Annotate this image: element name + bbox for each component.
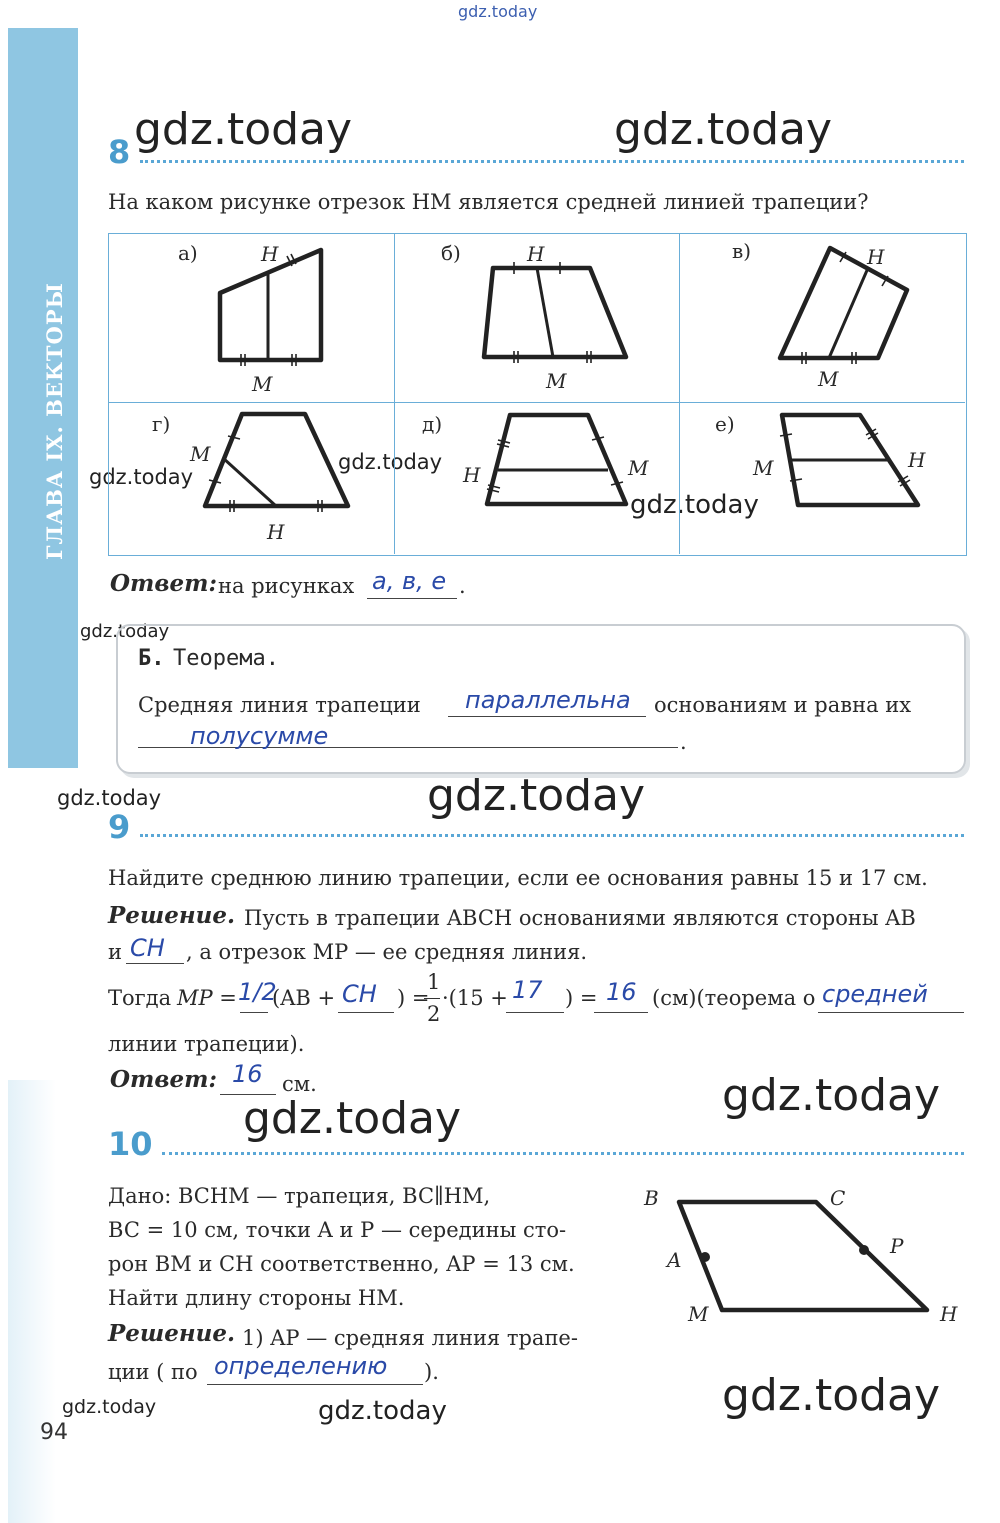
watermark: gdz.today [614, 104, 833, 155]
figure-label: е) [715, 412, 735, 436]
watermark: gdz.today [243, 1093, 462, 1144]
point-label: H [261, 242, 279, 266]
point-label: M [252, 372, 273, 396]
task-number: 10 [108, 1125, 153, 1163]
chapter-title: ГЛАВА IX. ВЕКТОРЫ [42, 282, 67, 560]
watermark: gdz.today [134, 104, 353, 155]
solution-text: ции ( по [108, 1360, 198, 1384]
figure-label: г) [152, 412, 171, 436]
given-text: рон BM и CH соответственно, AP = 13 см. [108, 1252, 575, 1276]
fraction-denominator: 2 [427, 1002, 441, 1026]
given-text: Дано: BCHM — трапеция, BC∥HM, [108, 1184, 491, 1208]
formula-part: (AB + [272, 986, 336, 1010]
fill-theorem: средней [822, 980, 928, 1008]
watermark: gdz.today [722, 1070, 941, 1121]
theorem-fill-2: полусумме [190, 722, 329, 750]
watermark: gdz.today [427, 770, 646, 821]
solution-text: линии трапеции). [108, 1032, 305, 1056]
answer-prefix: на рисунках [218, 574, 355, 598]
vertex-label: M [688, 1302, 709, 1326]
solution-text: и [108, 940, 122, 964]
answer-handwritten: 16 [232, 1060, 263, 1088]
fill-ch-2: CH [342, 980, 377, 1008]
point-label: M [628, 456, 649, 480]
point-label: H [908, 448, 926, 472]
given-text: Найти длину стороны HM. [108, 1286, 405, 1310]
fill-ch: CH [130, 934, 165, 962]
theorem-text: Средняя линия трапеции [138, 693, 421, 717]
point-label: H [267, 520, 285, 544]
point-label: M [753, 456, 774, 480]
figure-label: а) [178, 241, 198, 265]
point-label: M [546, 369, 567, 393]
figure-label: д) [422, 412, 443, 436]
watermark: gdz.today [722, 1370, 941, 1421]
point-label: M [190, 442, 211, 466]
vertex-label: A [667, 1248, 682, 1272]
task-number: 9 [108, 808, 131, 846]
watermark: gdz.today [89, 465, 194, 489]
formula-part: ·(15 + [442, 986, 508, 1010]
point-label: H [463, 463, 481, 487]
fill-definition: определению [214, 1352, 388, 1380]
solution-label: Решение. [108, 902, 236, 929]
watermark: gdz.today [318, 1396, 447, 1426]
vertex-label: P [890, 1234, 904, 1258]
task-number: 8 [108, 133, 131, 171]
vertex-label: B [644, 1186, 659, 1210]
watermark: gdz.today [630, 490, 759, 520]
formula-part: ) = [565, 986, 598, 1010]
figure-label: в) [732, 239, 752, 263]
solution-text: 1) AP — средняя линия трапе- [242, 1326, 578, 1350]
point-label: M [818, 367, 839, 391]
solution-text: ). [424, 1360, 439, 1384]
answer-label: Ответ: [110, 570, 217, 597]
watermark: gdz.today [338, 450, 443, 474]
fill-16: 16 [606, 978, 637, 1006]
solution-text: Пусть в трапеции ABCH основаниями являются стороны AB [244, 906, 916, 930]
fill-17: 17 [512, 976, 543, 1004]
figure-label: б) [441, 241, 461, 265]
page-number: 94 [40, 1420, 68, 1445]
solution-text: , а отрезок MP — ее средняя линия. [186, 940, 588, 964]
point-label: H [867, 245, 885, 269]
answer-label: Ответ: [110, 1066, 217, 1093]
task-question: Найдите среднюю линию трапеции, если ее основания равны 15 и 17 см. [108, 866, 928, 890]
answer-end: . [459, 574, 466, 598]
mp-formula: MP = [177, 986, 237, 1010]
answer-handwritten: а, в, е [372, 567, 447, 595]
theorem-letter: Б. [138, 646, 165, 671]
theorem-text: основаниям и равна их [654, 693, 912, 717]
theorem-text: . [680, 730, 687, 754]
point-label: H [527, 242, 545, 266]
answer-units: см. [282, 1072, 317, 1096]
task-question: На каком рисунке отрезок HM является средней линией трапеции? [108, 190, 869, 214]
watermark: gdz.today [62, 1396, 157, 1418]
watermark: gdz.today [458, 2, 538, 21]
then-word: Тогда [108, 986, 172, 1010]
watermark: gdz.today [80, 621, 170, 642]
formula-part: (см)(теорема о [652, 986, 816, 1010]
solution-label: Решение. [108, 1320, 236, 1347]
theorem-title: Теорема. [173, 646, 279, 671]
given-text: BC = 10 см, точки A и P — середины сто- [108, 1218, 567, 1242]
formula-part: ) = [397, 986, 430, 1010]
theorem-fill-1: параллельна [465, 686, 631, 714]
vertex-label: C [830, 1186, 846, 1210]
fill-half: 1/2 [238, 978, 277, 1006]
vertex-label: H [940, 1302, 958, 1326]
fraction-numerator: 1 [427, 970, 441, 994]
watermark: gdz.today [57, 786, 162, 810]
